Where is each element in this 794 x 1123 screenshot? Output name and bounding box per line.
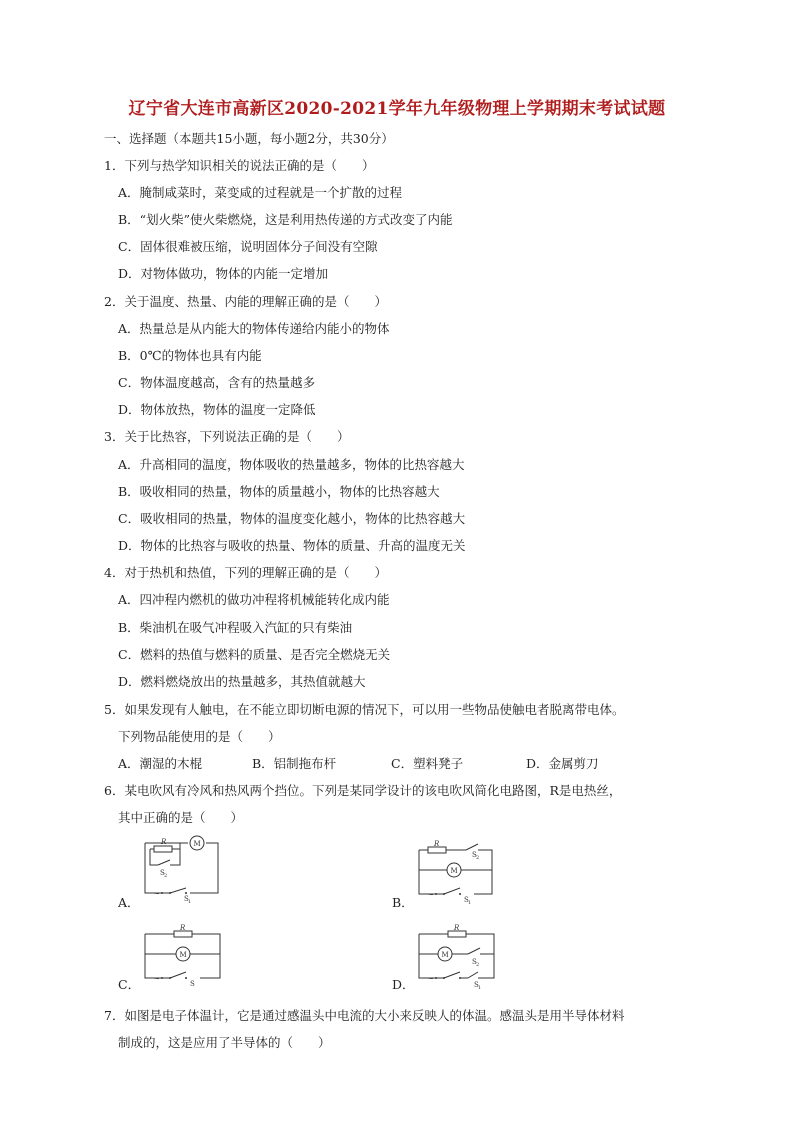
circuit-c-ac-symbol: ~ xyxy=(154,975,160,983)
question-3-stem: 3．关于比热容，下列说法正确的是（ ） xyxy=(104,429,350,444)
question-3-option-b: B．吸收相同的热量，物体的质量越小，物体的比热容越大 xyxy=(118,484,440,499)
page-title: 辽宁省大连市高新区2020-2021学年九年级物理上学期期末考试试题 xyxy=(128,99,666,119)
question-5-stem-cont: 下列物品能使用的是（ ） xyxy=(118,729,281,744)
question-1-stem: 1．下列与热学知识相关的说法正确的是（ ） xyxy=(104,158,375,173)
circuit-c-r-symbol: R xyxy=(180,924,186,932)
question-2-option-c: C．物体温度越高，含有的热量越多 xyxy=(118,375,316,390)
question-2-option-b: B．0℃的物体也具有内能 xyxy=(118,348,262,363)
question-3-option-a: A．升高相同的温度，物体吸收的热量越多，物体的比热容越大 xyxy=(118,457,465,472)
question-1-option-a: A．腌制咸菜时，菜变咸的过程就是一个扩散的过程 xyxy=(118,185,403,200)
circuit-c-m-symbol: M xyxy=(179,951,187,959)
circuit-c-label: C． xyxy=(118,977,141,992)
circuit-b-s2-sub: 2 xyxy=(476,855,480,861)
question-3-option-c: C．吸收相同的热量，物体的温度变化越小，物体的比热容越大 xyxy=(118,511,466,526)
question-5-option-a: A．潮湿的木棍 xyxy=(118,756,203,771)
circuit-b-s2-symbol: S xyxy=(472,851,477,859)
question-4-option-b: B．柴油机在吸气冲程吸入汽缸的只有柴油 xyxy=(118,620,353,635)
question-5-option-c: C．塑料凳子 xyxy=(391,756,464,771)
circuit-d-label: D． xyxy=(392,977,415,992)
circuit-diagram-d xyxy=(414,922,500,991)
circuit-a-s1-sub: 1 xyxy=(188,899,192,905)
question-4-option-c: C．燃料的热值与燃料的质量、是否完全燃烧无关 xyxy=(118,647,391,662)
circuit-b-ac-symbol: ~ xyxy=(428,891,434,899)
question-5-option-d: D．金属剪刀 xyxy=(526,756,599,771)
question-1-option-b: B．“划火柴”使火柴燃烧，这是利用热传递的方式改变了内能 xyxy=(118,212,453,227)
circuit-b-m-symbol: M xyxy=(450,867,458,875)
circuit-a-s2-sub: 2 xyxy=(164,873,168,879)
circuit-d-ac-symbol: ~ xyxy=(428,975,434,983)
circuit-a-m-symbol: M xyxy=(193,840,201,848)
circuit-b-label: B． xyxy=(392,895,414,910)
circuit-a-ac-symbol: ~ xyxy=(154,890,160,898)
question-1-option-c: C．固体很难被压缩，说明固体分子间没有空隙 xyxy=(118,239,378,254)
circuit-b-s1-symbol: S xyxy=(464,896,469,904)
circuit-c-s-symbol: S xyxy=(190,980,195,988)
circuit-b-r-symbol: R xyxy=(434,840,440,848)
question-3-option-d: D．物体的比热容与吸收的热量、物体的质量、升高的温度无关 xyxy=(118,538,466,553)
question-6-stem: 6．某电吹风有冷风和热风两个挡位。下列是某同学设计的该电吹风简化电路图，R是电热丝， xyxy=(104,783,622,798)
circuit-b-s1-sub: 1 xyxy=(468,900,472,906)
circuit-d-m-symbol: M xyxy=(441,951,449,959)
question-4-option-a: A．四冲程内燃机的做功冲程将机械能转化成内能 xyxy=(118,592,390,607)
circuit-a-r-symbol: R xyxy=(161,838,167,846)
section-heading: 一、选择题（本题共15小题，每小题2分，共30分） xyxy=(104,131,394,146)
question-1-option-d: D．对物体做功，物体的内能一定增加 xyxy=(118,266,329,281)
circuit-a-label: A． xyxy=(118,895,140,910)
question-2-option-d: D．物体放热，物体的温度一定降低 xyxy=(118,402,316,417)
circuit-d-r-symbol: R xyxy=(454,924,460,932)
circuit-d-s1-sub: 1 xyxy=(478,985,482,991)
question-4-stem: 4．对于热机和热值，下列的理解正确的是（ ） xyxy=(104,565,387,580)
circuit-d-s1-symbol: S xyxy=(474,981,479,989)
question-7-stem-cont: 制成的，这是应用了半导体的（ ） xyxy=(118,1035,331,1050)
question-5-stem: 5．如果发现有人触电，在不能立即切断电源的情况下，可以用一些物品使触电者脱离带电体。 xyxy=(104,702,625,717)
circuit-diagram-c xyxy=(140,922,226,986)
circuit-d-s2-sub: 2 xyxy=(476,962,480,968)
circuit-a-s2-symbol: S xyxy=(160,869,165,877)
question-6-stem-cont: 其中正确的是（ ） xyxy=(118,810,244,825)
circuit-diagram-b xyxy=(414,838,500,906)
circuit-d-s2-symbol: S xyxy=(472,958,477,966)
question-4-option-d: D．燃料燃烧放出的热量越多，其热值就越大 xyxy=(118,674,366,689)
circuit-diagram-a xyxy=(140,835,226,905)
question-2-option-a: A．热量总是从内能大的物体传递给内能小的物体 xyxy=(118,321,390,336)
question-7-stem: 7．如图是电子体温计，它是通过感温头中电流的大小来反映人的体温。感温头是用半导体材料 xyxy=(104,1008,625,1023)
question-5-option-b: B．铝制拖布杆 xyxy=(252,756,337,771)
circuit-a-s1-symbol: S xyxy=(184,895,189,903)
question-2-stem: 2．关于温度、热量、内能的理解正确的是（ ） xyxy=(104,294,387,309)
